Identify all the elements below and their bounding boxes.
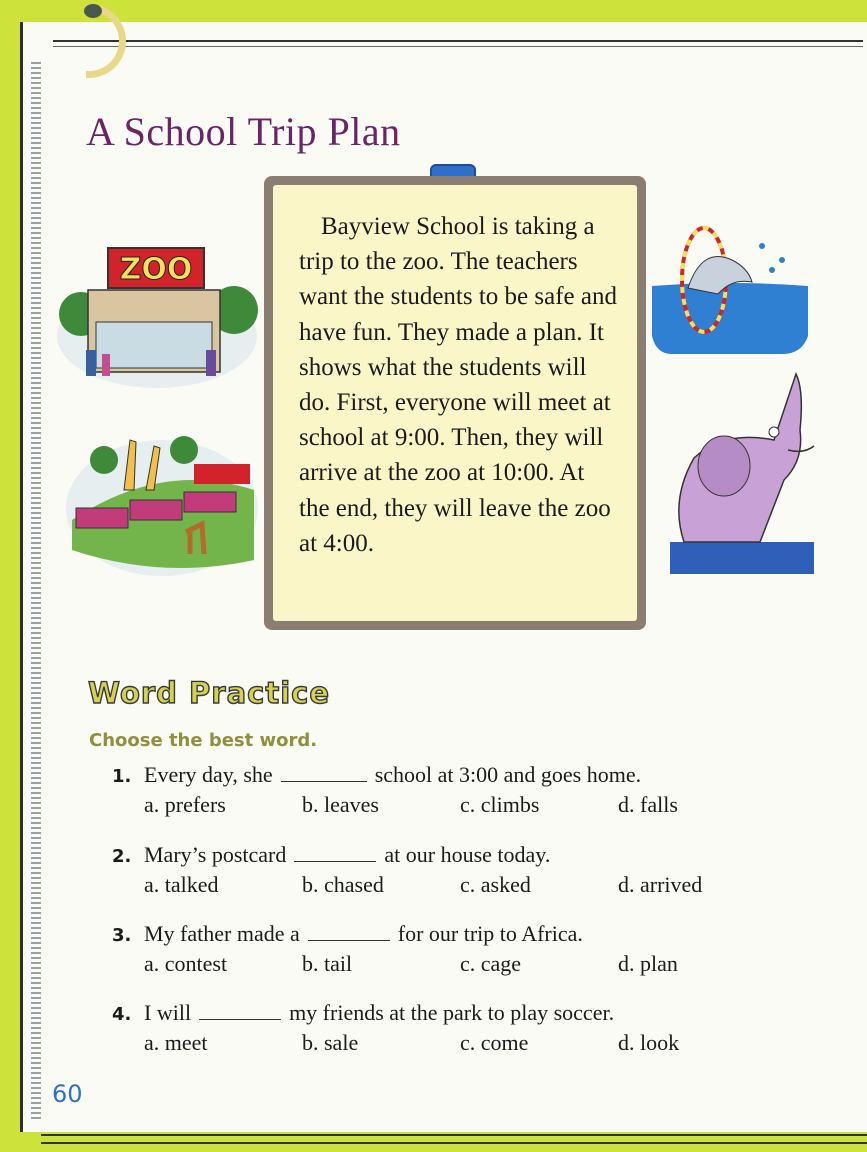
zoo-sign-text: ZOO [119,252,193,287]
answer-blank [294,845,376,862]
page-title: A School Trip Plan [86,109,401,154]
option-b[interactable]: b. sale [302,1030,359,1055]
question-2 [112,842,812,904]
option-c[interactable]: c. come [460,1030,529,1055]
page-number: 60 [52,1080,83,1108]
safari-tram-illustration [64,420,260,580]
question-text-after: my friends at the park to play soccer. [289,1000,615,1025]
elephant-illustration [664,370,818,576]
question-text-after: school at 3:00 and goes home. [374,762,642,787]
bottom-border [41,1134,867,1144]
question-text-before: My father made a [144,921,300,946]
hook-tip [84,4,102,18]
story-board [264,176,646,630]
option-c[interactable]: c. asked [460,872,531,897]
option-d[interactable]: d. falls [618,792,678,817]
option-a[interactable]: a. contest [144,951,228,976]
question-4 [112,1000,812,1062]
answer-blank [199,1003,281,1020]
option-d[interactable]: d. arrived [618,872,703,897]
question-1 [112,762,812,824]
question-3 [112,921,812,983]
question-text-after: at our house today. [384,842,551,867]
top-border [53,40,863,47]
page-edge-ribbon [31,62,41,1122]
option-d[interactable]: d. plan [618,951,678,976]
question-number: 2. [112,846,132,867]
answer-blank [281,765,367,782]
option-a[interactable]: a. talked [144,872,219,897]
zoo-entrance-illustration [56,226,258,390]
question-text-before: Every day, she [144,762,273,787]
story-paper [273,185,637,621]
option-b[interactable]: b. tail [302,951,353,976]
option-a[interactable]: a. prefers [144,792,226,817]
question-text-before: Mary’s postcard [144,842,287,867]
answer-blank [308,924,390,941]
option-d[interactable]: d. look [618,1030,680,1055]
option-b[interactable]: b. chased [302,872,384,897]
option-b[interactable]: b. leaves [302,792,379,817]
question-text-before: I will [144,1000,192,1025]
section-title: Word Practice [88,676,331,710]
option-c[interactable]: c. cage [460,951,522,976]
question-number: 4. [112,1004,132,1025]
question-number: 3. [112,925,132,946]
instruction-text: Choose the best word. [89,730,318,751]
dolphin-illustration [652,216,808,356]
option-c[interactable]: c. climbs [460,792,540,817]
story-text: Bayview School is taking a trip to the zoo. The teachers want the students to be safe and have fun. They made a plan. It shows what the students will do. First, everyone will meet at school at 9:00. Then, they will arrive at the zoo at 10:00. At the end, they will leave the zoo at 4:00. [299,213,617,557]
question-number: 1. [112,766,132,787]
question-text-after: for our trip to Africa. [397,921,583,946]
option-a[interactable]: a. meet [144,1030,208,1055]
